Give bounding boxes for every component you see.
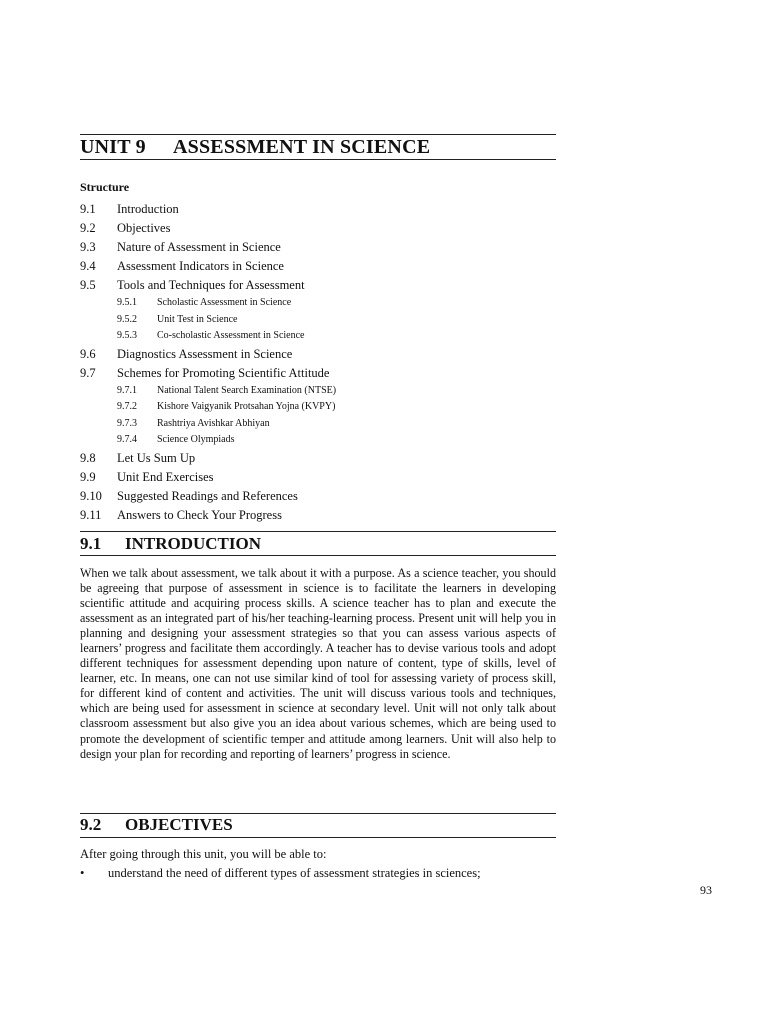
intro-bottom-rule	[80, 555, 556, 556]
toc-subentry	[80, 312, 560, 329]
toc-entry-text: Rashtriya Avishkar Abhiyan	[157, 417, 270, 429]
toc-entry-text: Science Olympiads	[157, 434, 235, 445]
toc-entry	[80, 276, 560, 295]
toc-entry	[80, 487, 560, 506]
toc-entry-text: Introduction	[117, 202, 179, 216]
toc-entry	[80, 219, 560, 238]
unit-bottom-rule	[80, 159, 556, 160]
toc-entry-number: 9.4	[80, 259, 96, 273]
structure-label: Structure	[80, 180, 130, 194]
toc-subentry	[80, 328, 560, 345]
intro-title: INTRODUCTION	[125, 534, 262, 553]
toc-subentry	[80, 399, 560, 416]
toc-entry-number: 9.7	[80, 365, 96, 380]
toc-entry	[80, 238, 560, 257]
toc-entry-text: Scholastic Assessment in Science	[157, 297, 292, 308]
toc-entry	[80, 468, 560, 487]
toc-entry-text: Unit End Exercises	[117, 469, 214, 484]
toc-entry-text: Diagnostics Assessment in Science	[117, 346, 293, 361]
toc-entry	[80, 449, 560, 468]
toc-subentry	[80, 295, 560, 312]
toc-entry-number: 9.3	[80, 240, 96, 254]
toc-entry	[80, 364, 560, 383]
toc-entry-text: Answers to Check Your Progress	[117, 507, 282, 522]
toc-entry-number: 9.5.3	[117, 330, 137, 341]
toc-entry-text: Tools and Techniques for Assessment	[117, 278, 305, 292]
toc-entry-text: Kishore Vaigyanik Protsahan Yojna (KVPY)	[157, 401, 336, 412]
toc-entry-number: 9.5.1	[117, 297, 137, 308]
toc-entry-text: Schemes for Promoting Scientific Attitude	[117, 365, 330, 380]
objectives-top-rule	[80, 813, 556, 814]
unit-number: UNIT 9	[80, 136, 146, 158]
toc-entry-number: 9.7.2	[117, 401, 137, 412]
objectives-heading	[80, 815, 233, 835]
objectives-title: OBJECTIVES	[125, 815, 233, 834]
bullet-icon: •	[80, 866, 85, 880]
toc-entry-number: 9.5.2	[117, 313, 137, 325]
toc-entry-number: 9.6	[80, 346, 96, 361]
toc-entry-text: Unit Test in Science	[157, 313, 238, 325]
toc-entry-text: Co-scholastic Assessment in Science	[157, 330, 305, 341]
toc-entry-number: 9.2	[80, 221, 96, 235]
intro-top-rule	[80, 531, 556, 532]
toc-entry	[80, 200, 560, 219]
toc-subentry	[80, 383, 560, 400]
toc-entry-number: 9.9	[80, 469, 96, 484]
toc-entry	[80, 345, 560, 364]
toc-entry	[80, 506, 560, 525]
toc-entry-text: Assessment Indicators in Science	[117, 259, 284, 273]
toc-entry-text: Objectives	[117, 221, 171, 235]
toc-entry-number: 9.8	[80, 450, 96, 465]
objectives-number: 9.2	[80, 815, 102, 834]
unit-heading	[80, 136, 430, 159]
toc-entry-number: 9.10	[80, 488, 102, 503]
objectives-bottom-rule	[80, 837, 556, 838]
toc-entry-text: Suggested Readings and References	[117, 488, 298, 503]
objectives-lead: After going through this unit, you will be able to:	[80, 847, 327, 861]
table-of-contents	[80, 200, 560, 525]
intro-number: 9.1	[80, 534, 102, 553]
unit-title: ASSESSMENT IN SCIENCE	[173, 136, 431, 158]
unit-top-rule	[80, 134, 556, 135]
toc-entry-number: 9.7.1	[117, 384, 137, 396]
toc-subentry	[80, 432, 560, 449]
toc-entry-number: 9.5	[80, 278, 96, 292]
toc-subentry	[80, 416, 560, 433]
toc-entry-number: 9.1	[80, 202, 96, 216]
objective-bullet-item	[80, 866, 481, 881]
toc-entry-number: 9.7.3	[117, 417, 137, 429]
toc-entry-text: National Talent Search Examination (NTSE)	[157, 384, 337, 396]
intro-paragraph: When we talk about assessment, we talk about it with a purpose. As a science teacher, you should be agreeing that purpose of assessment in science is to facilitate the learners in developing scientific attitude and acquiring process skills. A science teacher has to plan and execute the assessment as an integrated part of his/her teaching-learning process. Present unit will help you in planning and designing your assessment strategies so that you can assess various aspects of learners’ progress and facilitate them accordingly. A teacher has to devise various tools and adopt different techniques for assessment depending upon nature of content, type of skills, level of learner, etc. In means, one can not use similar kind of tool for assessing variety of process skill, for different kind of content and activities. The unit will discuss various tools and techniques, which are being used for assessment in science at secondary level. Unit will not only talk about classroom assessment but also give you an idea about various schemes, which are being used to promote the development of scientific temper and attitude among learners. Unit will also help to design your plan for recording and reporting of learners’ progress in science.	[80, 566, 556, 761]
toc-entry-number: 9.11	[80, 507, 102, 522]
objective-bullet-text: understand the need of different types of assessment strategies in sciences;	[108, 866, 481, 880]
toc-entry-text: Nature of Assessment in Science	[117, 240, 281, 254]
toc-entry-number: 9.7.4	[117, 434, 137, 445]
intro-heading	[80, 534, 261, 554]
toc-entry	[80, 257, 560, 276]
toc-entry-text: Let Us Sum Up	[117, 450, 196, 465]
page-number: 93	[700, 883, 712, 897]
